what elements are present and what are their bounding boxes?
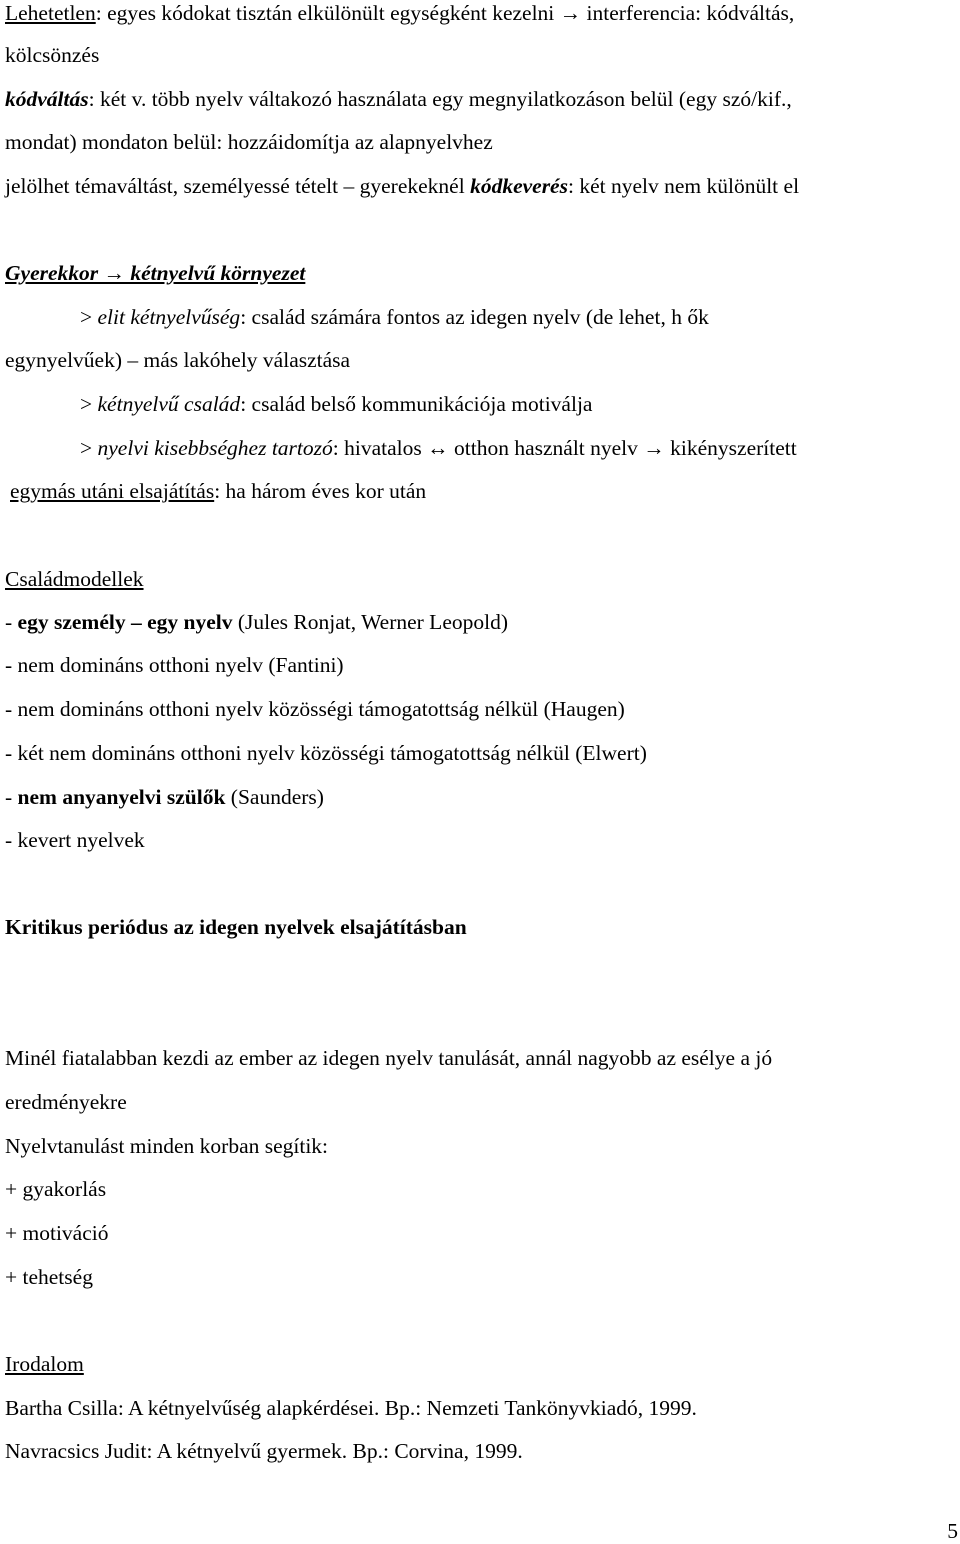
intro-line-2: kölcsönzés (5, 43, 100, 67)
elite-bilingualism-cont: egynyelvűek) – más lakóhely választása (5, 348, 351, 372)
intro-line-4: mondat) mondaton belül: hozzáidomítja az alapnyelvhez (5, 130, 493, 154)
reference-item: Navracsics Judit: A kétnyelvű gyermek. Bp.: Corvina, 1999. (5, 1439, 523, 1463)
critical-paragraph-line-1: Minél fiatalabban kezdi az ember az idegen nyelv tanulását, annál nagyobb az esélye a jó (5, 1046, 773, 1070)
section-heading-literature: Irodalom (5, 1352, 84, 1376)
model-item: - egy személy – egy nyelv (Jules Ronjat, Werner Leopold) (5, 610, 508, 634)
page-number: 5 (947, 1519, 958, 1543)
bilingual-family: > kétnyelvű család: család belső kommunikációja motiválja (80, 392, 593, 416)
model-item: - kevert nyelvek (5, 828, 145, 852)
term-code-switching: kódváltás (5, 87, 89, 111)
section-heading-critical-period: Kritikus periódus az idegen nyelvek elsajátításban (5, 915, 467, 939)
term-code-mixing: kódkeverés (470, 174, 568, 198)
intro-line-5: jelölhet témaváltást, személyessé tételt – gyerekeknél kódkeverés: két nyelv nem különült el (5, 174, 800, 198)
elite-bilingualism: > elit kétnyelvűség: család számára fontos az idegen nyelv (de lehet, h ők (80, 305, 709, 329)
model-item: - nem domináns otthoni nyelv közösségi támogatottság nélkül (Haugen) (5, 697, 625, 721)
model-item: - nem domináns otthoni nyelv (Fantini) (5, 653, 344, 677)
reference-item: Bartha Csilla: A kétnyelvűség alapkérdései. Bp.: Nemzeti Tankönyvkiadó, 1999. (5, 1396, 697, 1420)
section-heading-family-models: Családmodellek (5, 567, 144, 591)
critical-paragraph-line-3: Nyelvtanulást minden korban segítik: (5, 1134, 329, 1158)
section-heading-childhood: Gyerekkor → kétnyelvű környezet (5, 261, 306, 285)
factor-item: + tehetség (5, 1265, 93, 1289)
term-impossible: Lehetetlen (5, 1, 96, 25)
model-item: - nem anyanyelvi szülők (Saunders) (5, 785, 324, 809)
critical-paragraph-line-2: eredményekre (5, 1090, 127, 1114)
intro-line-3: kódváltás: két v. több nyelv váltakozó használata egy megnyilatkozáson belül (egy szó/kif., (5, 87, 792, 111)
factor-item: + motiváció (5, 1221, 109, 1245)
intro-line-1: Lehetetlen: egyes kódokat tisztán elkülönült egységként kezelni → interferencia: kódváltás, (5, 1, 795, 25)
sequential-acquisition: egymás utáni elsajátítás: ha három éves kor után (10, 479, 427, 503)
language-minority: > nyelvi kisebbséghez tartozó: hivatalos ↔ otthon használt nyelv → kikényszerített (80, 436, 797, 460)
factor-item: + gyakorlás (5, 1177, 107, 1201)
model-item: - két nem domináns otthoni nyelv közösségi támogatottság nélkül (Elwert) (5, 741, 647, 765)
